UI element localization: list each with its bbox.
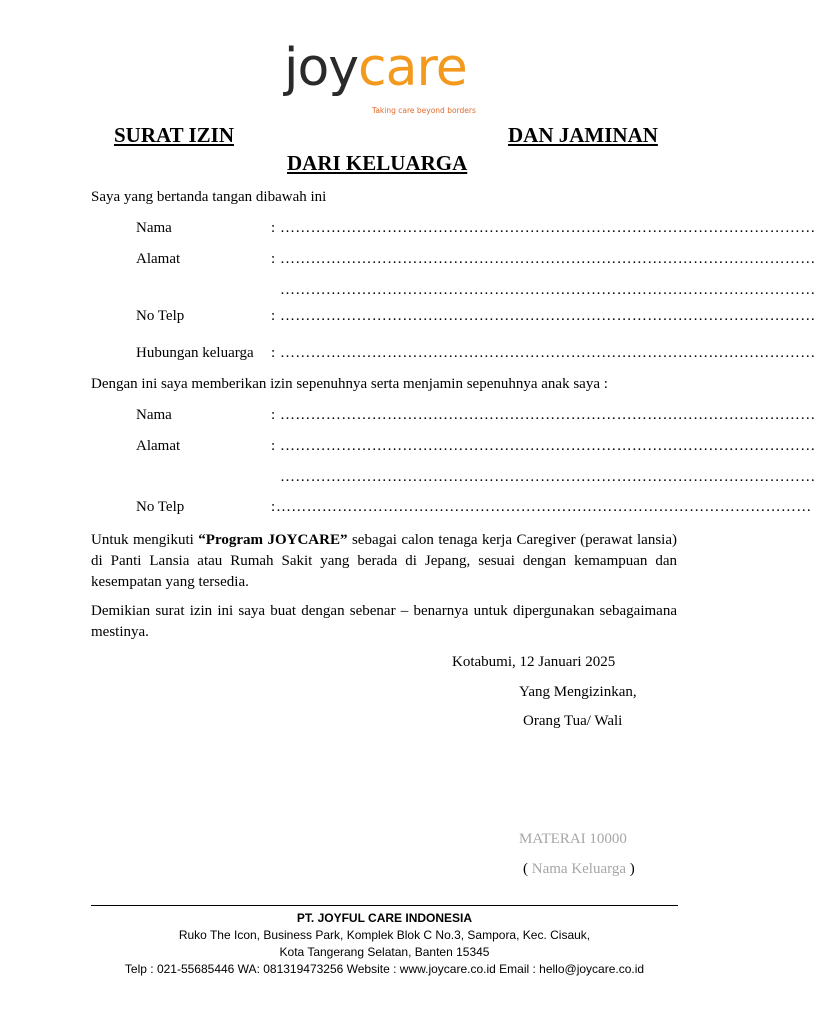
applicant-nama-fill-line[interactable]: ……………………………………………………………………………………………: [280, 407, 816, 423]
name-placeholder: Nama Keluarga: [531, 861, 627, 877]
materai-stamp-placeholder: MATERAI 10000: [519, 831, 627, 847]
applicant-alamat-label: Alamat: [136, 438, 181, 454]
place-date: Kotabumi, 12 Januari 2025: [452, 654, 616, 670]
guardian-alamat-fill-line[interactable]: ……………………………………………………………………………………………: [280, 251, 816, 267]
signature-line1: Yang Mengizinkan,: [519, 684, 637, 700]
guardian-alamat-fill-line-2[interactable]: ……………………………………………………………………………………………: [280, 282, 816, 298]
applicant-alamat-fill-line-2[interactable]: ……………………………………………………………………………………………: [280, 469, 816, 485]
signature-line2: Orang Tua/ Wali: [523, 713, 623, 729]
title-right: DAN JAMINAN: [508, 123, 658, 147]
guardian-telp-fill-line[interactable]: ……………………………………………………………………………………………: [280, 308, 816, 324]
title-left: SURAT IZIN: [114, 123, 235, 147]
footer-address-1: Ruko The Icon, Business Park, Komplek Blok C No.3, Sampora, Kec. Cisauk,: [178, 928, 591, 942]
logo-care: care: [358, 38, 467, 98]
joycare-logo: [284, 38, 488, 118]
guardian-nama-label: Nama: [136, 220, 172, 236]
logo-wordmark: [284, 38, 467, 98]
signature-name: [523, 861, 635, 878]
body-paragraph-program: [91, 530, 677, 593]
intro-text: Saya yang bertanda tangan dibawah ini: [91, 189, 327, 205]
footer-contact: Telp : 021-55685446 WA: 081319473256 Website : www.joycare.co.id Email : hello@joycare.co.id: [124, 962, 645, 976]
colon: :: [271, 345, 276, 361]
body-paragraph-closing: Demikian surat izin ini saya buat dengan sebenar – benarnya untuk dipergunakan sebagaimana mestinya.: [91, 603, 677, 640]
paren-close: ): [626, 861, 635, 877]
colon: :: [271, 251, 276, 267]
body-post: sebagai calon tenaga kerja Caregiver (perawat lansia) di Panti Lansia atau Rumah Sakit yang berada di Jepang, sesuai dengan kemampuan dan kesempatan yang tersedia.: [91, 532, 677, 590]
guardian-alamat-label: Alamat: [136, 251, 181, 267]
guardian-nama-fill-line[interactable]: ……………………………………………………………………………………………: [280, 220, 816, 236]
colon: :: [271, 220, 276, 236]
footer-address-2: Kota Tangerang Selatan, Banten 15345: [279, 945, 490, 959]
guardian-hubungan-label: Hubungan keluarga: [136, 345, 254, 361]
program-name: “Program JOYCARE”: [198, 532, 348, 548]
guardian-hubungan-fill-line[interactable]: ……………………………………………………………………………………………: [280, 345, 816, 361]
applicant-telp-label: No Telp: [136, 499, 185, 515]
paren-open: (: [523, 861, 532, 877]
applicant-telp-fill-line[interactable]: ……………………………………………………………………………………………: [276, 499, 812, 515]
colon: :: [271, 499, 276, 515]
title-line2: DARI KELUARGA: [287, 151, 468, 175]
applicant-nama-label: Nama: [136, 407, 172, 423]
footer-company: PT. JOYFUL CARE INDONESIA: [296, 911, 473, 925]
permission-text: Dengan ini saya memberikan izin sepenuhnya serta menjamin sepenuhnya anak saya :: [91, 376, 608, 392]
colon: :: [271, 308, 276, 324]
colon: :: [271, 438, 276, 454]
body-pre: Untuk mengikuti: [91, 532, 199, 548]
guardian-telp-label: No Telp: [136, 308, 185, 324]
applicant-alamat-fill-line[interactable]: ……………………………………………………………………………………………: [280, 438, 816, 454]
logo-tagline: Taking care beyond borders: [372, 106, 476, 115]
colon: :: [271, 407, 276, 423]
footer-divider: [91, 905, 678, 906]
logo-joy: joy: [284, 38, 359, 98]
